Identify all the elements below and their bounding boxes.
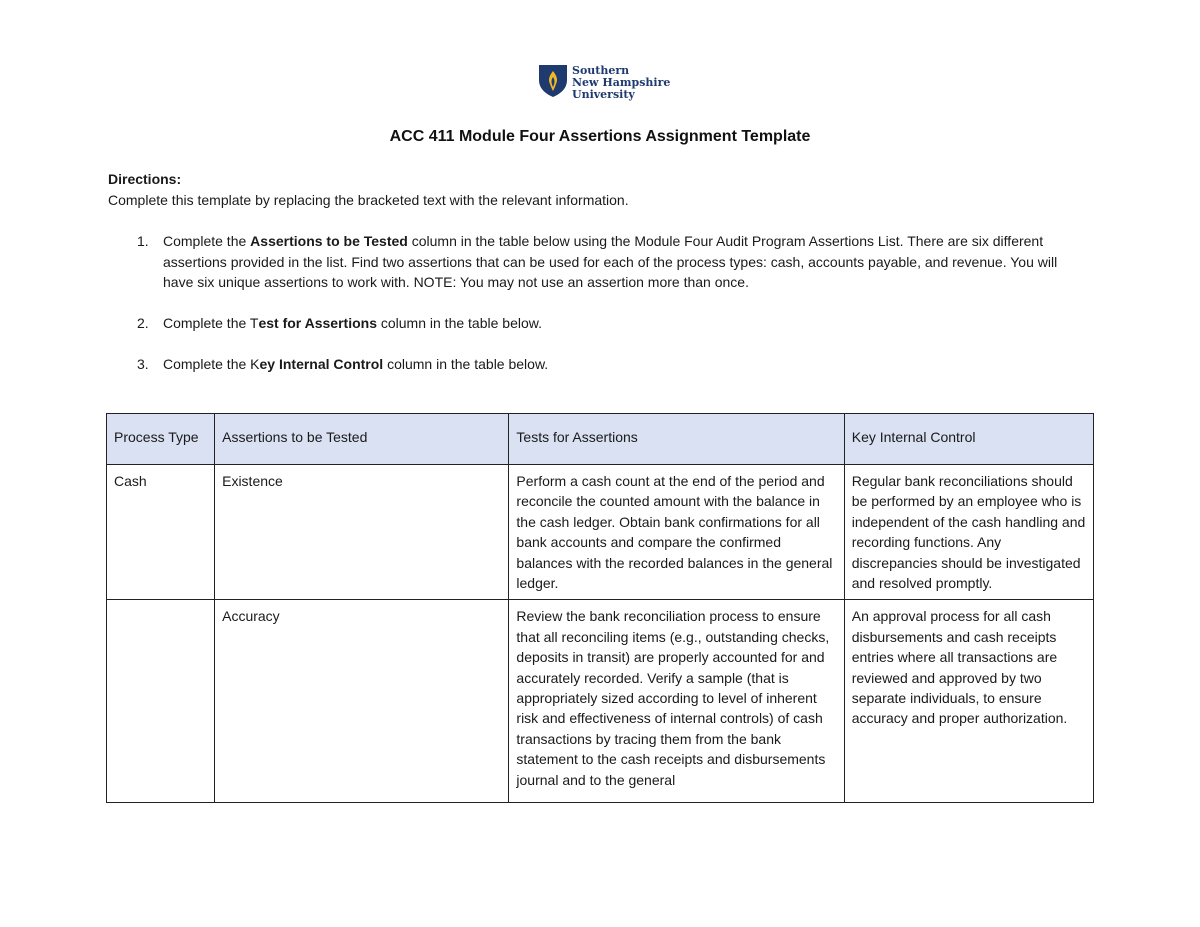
step-text-bold: ey Internal Control: [259, 356, 384, 372]
header-assertions: Assertions to be Tested: [215, 414, 509, 465]
cell-assertion: Accuracy: [215, 600, 509, 803]
header-tests: Tests for Assertions: [509, 414, 844, 465]
table-header-row: [107, 414, 1094, 465]
cell-test: Perform a cash count at the end of the period and reconcile the counted amount with the balance in the cash ledger. Obtain bank confirmations for all bank accounts and compare the confirmed balances with the recorded balances in the general ledger.: [509, 465, 844, 600]
cell-key-control: Regular bank reconciliations should be performed by an employee who is independent of the cash handling and recording functions. Any discrepancies should be investigated and resolved promptly.: [844, 465, 1093, 600]
university-logo: [538, 64, 670, 101]
cell-key-control: An approval process for all cash disbursements and cash receipts entries where all transactions are reviewed and approved by two separate individuals, to ensure accuracy and proper authorization.: [844, 600, 1093, 803]
step-text-post: column in the table below.: [376, 315, 542, 331]
cell-test-text: Review the bank reconciliation process to ensure that all reconciling items (e.g., outstanding checks, deposits in transit) are properly accounted for and accurately recorded. Verify a sample (that is appropriately sized according to level of inherent risk and effectiveness of internal controls) of cash transactions by tracing them from the bank statement to the cash receipts and disbursements journal and to the general: [516, 608, 830, 788]
step-text-bold: Assertions to be Tested: [250, 233, 408, 249]
step-text-post: column in the table below using the Module Four Audit Program Assertions List. There are six different assertions provided in the list. Find two assertions that can be used for each of the process types: cash, accounts payable, and revenue. You will have six unique assertions to work with. NOTE: You may not use an assertion more than once.: [163, 233, 1058, 290]
step-number: 2.: [137, 315, 149, 331]
step-3: [137, 354, 1087, 375]
cell-assertion: Existence: [215, 465, 509, 600]
table-row: [107, 465, 1094, 600]
assertions-table: [106, 413, 1094, 803]
logo-line-1: Southern: [572, 64, 630, 77]
cell-process-type: Cash: [107, 465, 215, 600]
logo-wordmark: [572, 65, 670, 101]
header-process-type: Process Type: [107, 414, 215, 465]
step-text-pre: Complete the T: [163, 315, 259, 331]
step-1: [137, 231, 1087, 293]
step-text-post: column in the table below.: [383, 356, 549, 372]
table-row: [107, 600, 1094, 803]
header-key-control: Key Internal Control: [844, 414, 1093, 465]
document-title: ACC 411 Module Four Assertions Assignment Template: [389, 128, 811, 145]
cell-test: [509, 600, 844, 803]
step-number: 3.: [137, 356, 149, 372]
logo-line-2: New Hampshire: [572, 76, 671, 89]
cell-process-type: [107, 600, 215, 803]
shield-flame-icon: [538, 64, 568, 98]
step-text-pre: Complete the: [163, 233, 251, 249]
directions-label: Directions:: [108, 171, 182, 187]
step-number: 1.: [137, 233, 149, 249]
step-text-bold: est for Assertions: [258, 315, 377, 331]
step-text-pre: Complete the K: [163, 356, 260, 372]
directions-text: Complete this template by replacing the bracketed text with the relevant information.: [108, 192, 629, 208]
step-2: [137, 313, 1087, 334]
logo-line-3: University: [572, 88, 635, 101]
